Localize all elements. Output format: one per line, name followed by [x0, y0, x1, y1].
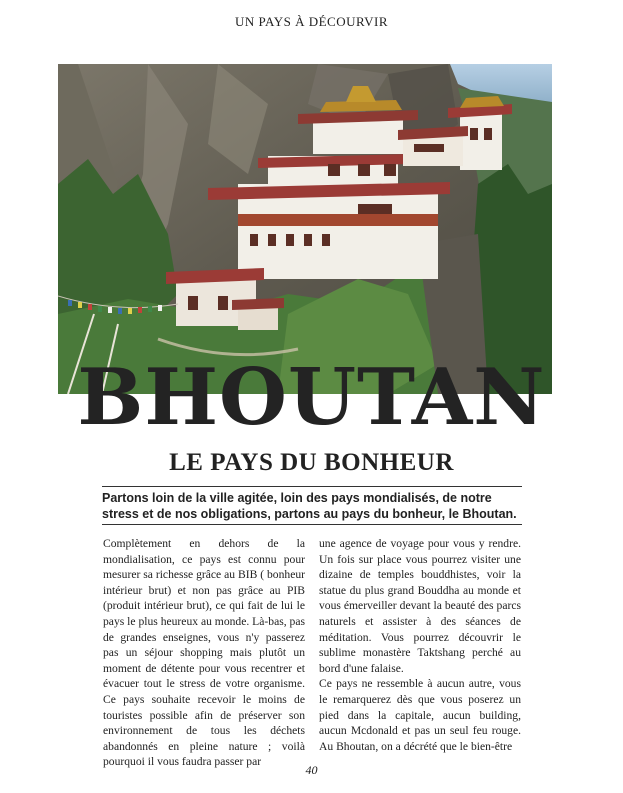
lede-top-rule [102, 486, 522, 487]
page-number: 40 [305, 763, 318, 777]
body-column-left [103, 536, 305, 770]
body-column-right [319, 536, 521, 754]
monastery-photo [58, 64, 552, 394]
body-paragraph: Complètement en dehors de la mondialisation, ce pays est connu pour mesurer sa richesse grâce au BIB ( bonheur intérieur brut) et non pas grâce au PIB (produit intérieur brut), ce qui fait de lui le pays le plus heureux au monde. Là-bas, pas de grandes enseignes, vous n'y passerez pas un séjour shopping mais plutôt un moment de détente pour vous recentrer et évacuer tout le stress de votre organisme. Ce pays souhaite recevoir le moins de touristes possible afin de préserver son environnement de tous les déchets abandonnés en pleine nature ; voilà pourquoi il vous faudra passer par [103, 537, 305, 769]
body-paragraph: une agence de voyage pour vous y rendre. Un fois sur place vous pourrez visiter une dizaine de temples bouddhistes, voir la statue du plus grand Bouddha au monde et vous émerveiller devant la beauté des parcs naturels et assister à des séances de méditation. Vous pourrez découvrir le sublime monastère Taktshang perché au bord d'une falaise. [319, 537, 521, 675]
lede-bottom-rule [102, 524, 522, 525]
section-label: UN PAYS À DÉCOURVIR [234, 14, 389, 29]
main-title: BHOUTAN [77, 352, 546, 443]
body-paragraph: Ce pays ne ressemble à aucun autre, vous le remarquerez dès que vous poserez un pied dans la capitale, aucun building, aucun Mcdonald et pas un seul feu rouge. Au Bhoutan, on a décrété que le bien-être [319, 677, 521, 753]
subtitle: LE PAYS DU BONHEUR [169, 449, 454, 476]
lede-paragraph: Partons loin de la ville agitée, loin des pays mondialisés, de notre stress et de nos obligations, partons au pays du bonheur, le Bhoutan. [102, 491, 517, 521]
taktshang-monastery-illustration [58, 64, 552, 394]
